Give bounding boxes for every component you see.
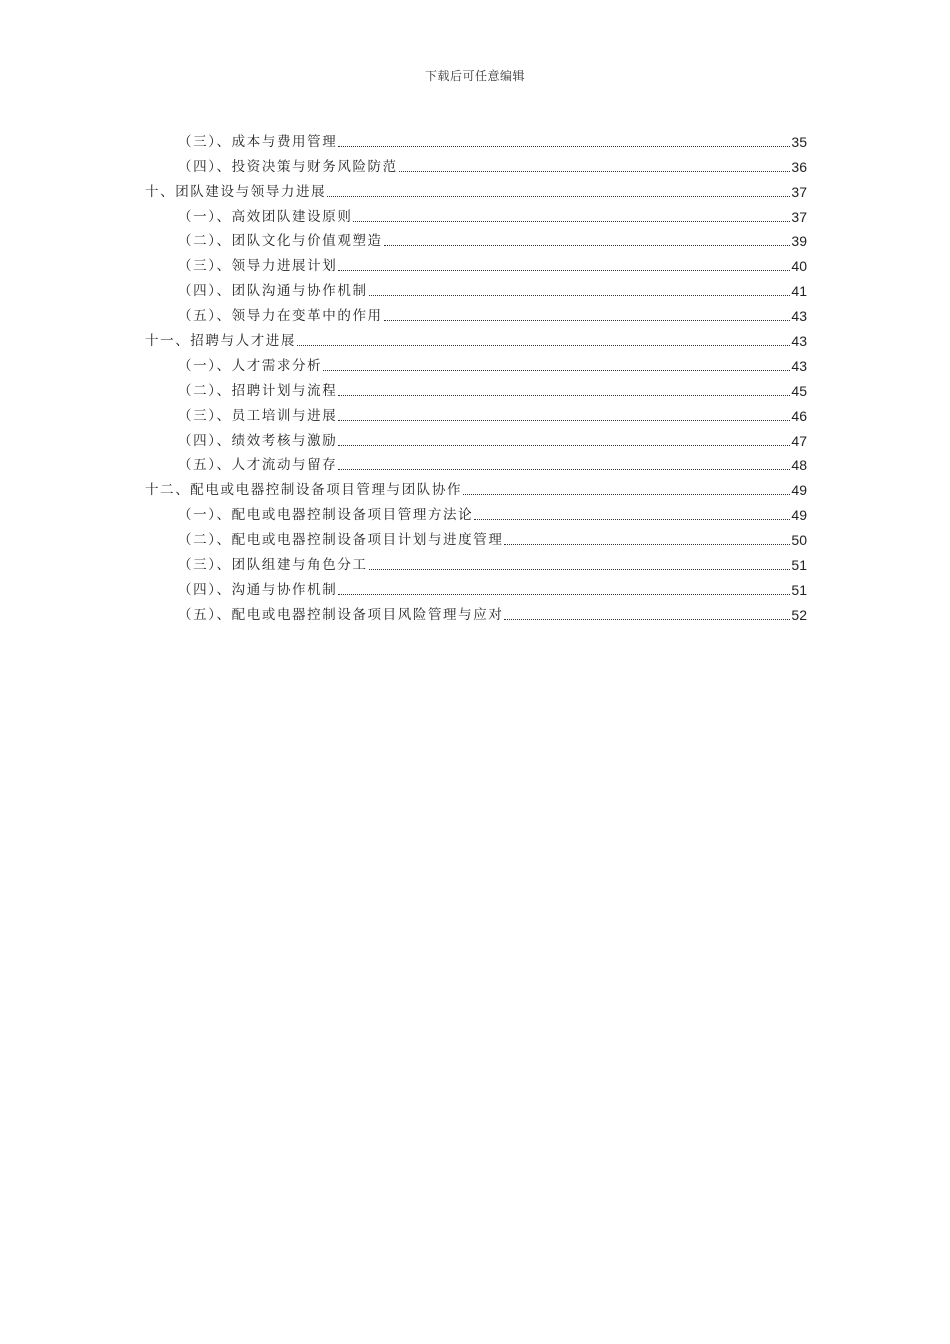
- toc-entry[interactable]: [145, 350, 807, 375]
- toc-entry-title: 十、团队建设与领导力进展: [145, 183, 327, 200]
- toc-entry-title: （四）、团队沟通与协作机制: [178, 283, 368, 300]
- toc-entry-page-number: 49: [791, 482, 807, 499]
- dot-leader: [384, 319, 791, 321]
- toc-entry[interactable]: [145, 474, 807, 499]
- toc-entry[interactable]: [145, 425, 807, 450]
- toc-entry-page-number: 51: [791, 581, 807, 598]
- dot-leader: [338, 468, 790, 470]
- toc-entry[interactable]: [145, 201, 807, 226]
- toc-entry-page-number: 50: [791, 532, 807, 549]
- toc-entry-page-number: 51: [791, 557, 807, 574]
- dot-leader: [369, 294, 791, 296]
- toc-entry-title: （五）、配电或电器控制设备项目风险管理与应对: [178, 606, 504, 623]
- dot-leader: [297, 344, 790, 346]
- toc-entry[interactable]: [145, 325, 807, 350]
- toc-entry[interactable]: [145, 226, 807, 251]
- toc-entry-page-number: 43: [791, 333, 807, 350]
- dot-leader: [504, 543, 790, 545]
- dot-leader: [353, 220, 790, 222]
- toc-entry-title: 十一、招聘与人才进展: [145, 333, 296, 350]
- toc-entry-page-number: 36: [791, 158, 807, 175]
- toc-entry[interactable]: [145, 450, 807, 475]
- toc-entry[interactable]: [145, 549, 807, 574]
- toc-entry-title: 十二、配电或电器控制设备项目管理与团队协作: [145, 482, 463, 499]
- table-of-contents: [145, 126, 807, 624]
- toc-entry[interactable]: [145, 250, 807, 275]
- toc-entry-title: （三）、成本与费用管理: [178, 133, 338, 150]
- dot-leader: [338, 593, 790, 595]
- toc-entry[interactable]: [145, 499, 807, 524]
- page-header: 下载后可任意编辑: [424, 69, 525, 83]
- toc-entry-title: （四）、沟通与协作机制: [178, 581, 338, 598]
- dot-leader: [369, 568, 791, 570]
- toc-entry-title: （一）、高效团队建设原则: [178, 208, 353, 225]
- toc-entry-title: （二）、招聘计划与流程: [178, 382, 338, 399]
- dot-leader: [338, 419, 790, 421]
- toc-entry[interactable]: [145, 375, 807, 400]
- toc-entry-page-number: 40: [791, 258, 807, 275]
- toc-entry-page-number: 45: [791, 382, 807, 399]
- toc-entry[interactable]: [145, 400, 807, 425]
- toc-entry[interactable]: [145, 176, 807, 201]
- toc-entry-title: （一）、配电或电器控制设备项目管理方法论: [178, 507, 474, 524]
- toc-entry[interactable]: [145, 151, 807, 176]
- toc-entry-page-number: 43: [791, 357, 807, 374]
- toc-entry[interactable]: [145, 524, 807, 549]
- toc-entry-title: （二）、团队文化与价值观塑造: [178, 233, 383, 250]
- toc-entry-title: （三）、员工培训与进展: [178, 407, 338, 424]
- toc-entry[interactable]: [145, 599, 807, 624]
- toc-entry-title: （四）、绩效考核与激励: [178, 432, 338, 449]
- toc-entry-page-number: 39: [791, 233, 807, 250]
- toc-entry-page-number: 43: [791, 308, 807, 325]
- dot-leader: [338, 269, 790, 271]
- toc-entry-title: （三）、领导力进展计划: [178, 258, 338, 275]
- dot-leader: [327, 195, 790, 197]
- dot-leader: [338, 145, 790, 147]
- toc-entry-page-number: 52: [791, 606, 807, 623]
- dot-leader: [338, 394, 790, 396]
- toc-entry-title: （二）、配电或电器控制设备项目计划与进度管理: [178, 532, 504, 549]
- toc-entry-page-number: 35: [791, 133, 807, 150]
- toc-entry-title: （五）、领导力在变革中的作用: [178, 308, 383, 325]
- toc-entry[interactable]: [145, 275, 807, 300]
- toc-entry-page-number: 37: [791, 183, 807, 200]
- toc-entry-title: （三）、团队组建与角色分工: [178, 557, 368, 574]
- toc-entry[interactable]: [145, 126, 807, 151]
- dot-leader: [323, 369, 790, 371]
- dot-leader: [338, 444, 790, 446]
- toc-entry[interactable]: [145, 574, 807, 599]
- toc-entry-page-number: 37: [791, 208, 807, 225]
- toc-entry-title: （五）、人才流动与留存: [178, 457, 338, 474]
- dot-leader: [474, 518, 790, 520]
- toc-entry-page-number: 49: [791, 507, 807, 524]
- toc-entry-page-number: 41: [791, 283, 807, 300]
- toc-entry-page-number: 48: [791, 457, 807, 474]
- toc-entry-title: （四）、投资决策与财务风险防范: [178, 158, 398, 175]
- dot-leader: [463, 493, 790, 495]
- dot-leader: [504, 618, 790, 620]
- toc-entry-title: （一）、人才需求分析: [178, 357, 323, 374]
- dot-leader: [384, 244, 791, 246]
- toc-entry-page-number: 46: [791, 407, 807, 424]
- dot-leader: [399, 170, 791, 172]
- toc-entry[interactable]: [145, 300, 807, 325]
- toc-entry-page-number: 47: [791, 432, 807, 449]
